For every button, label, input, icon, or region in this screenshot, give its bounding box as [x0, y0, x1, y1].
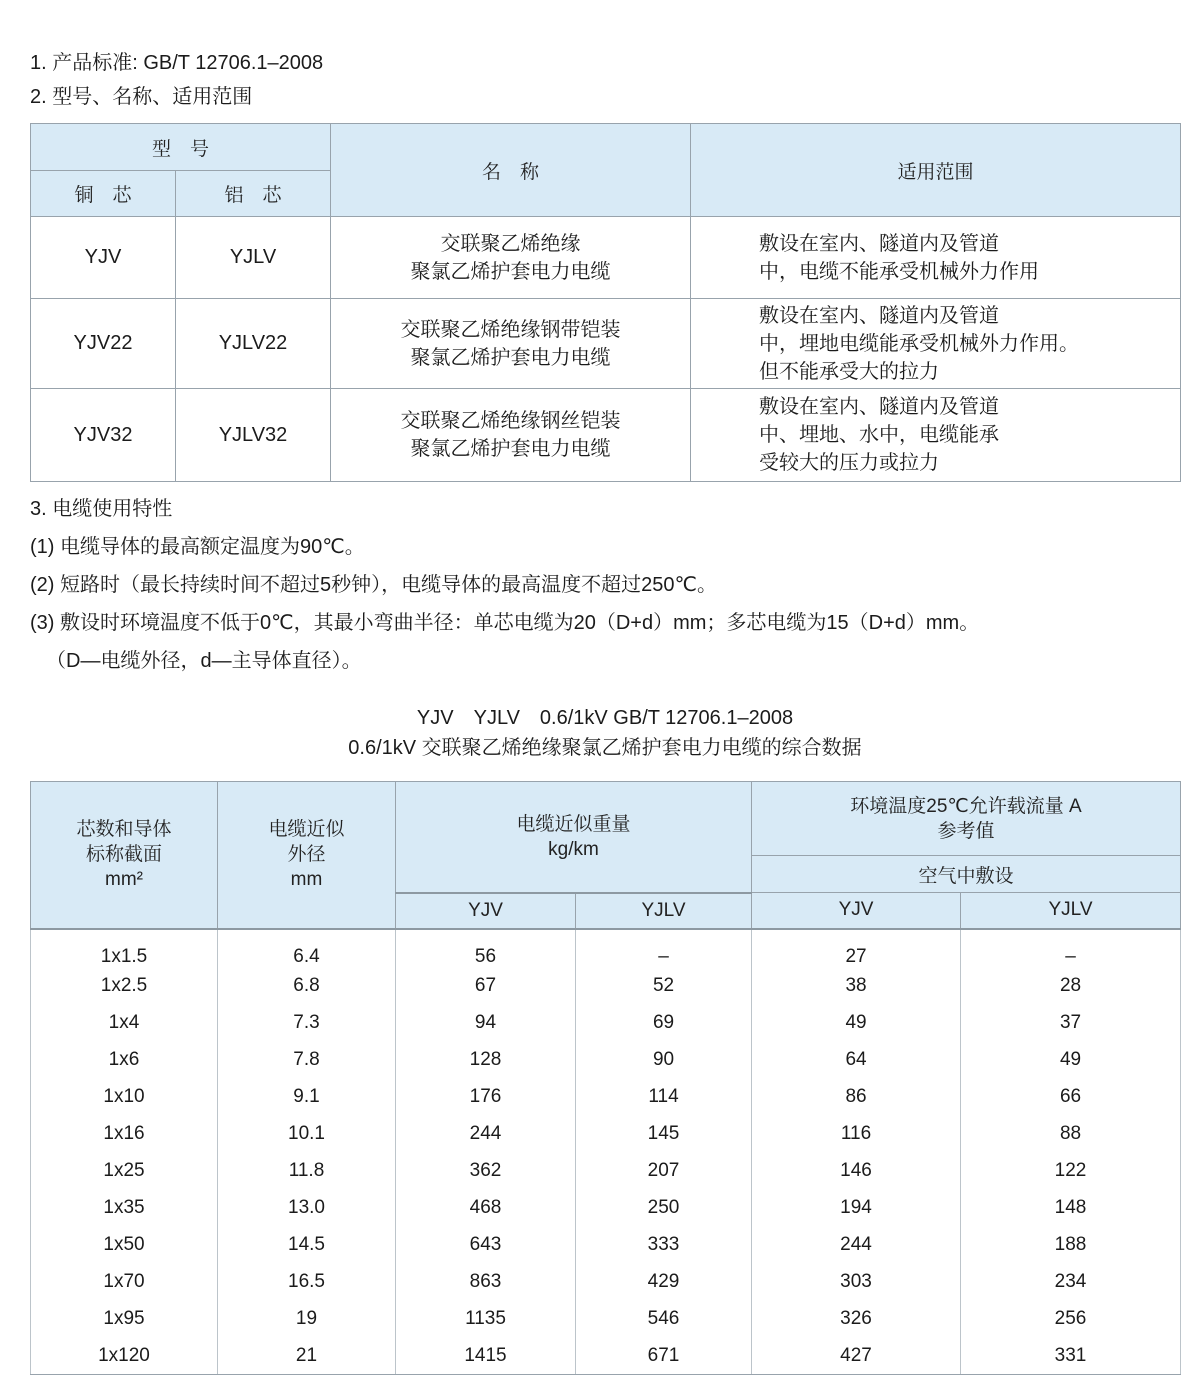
header-line: 电缆近似 [268, 819, 345, 841]
spec-cell: 1x10 [31, 1079, 218, 1116]
yjv-weight-cell: 176 [396, 1079, 576, 1116]
copper-model-cell: YJV [31, 217, 176, 299]
yjv-ampacity-cell: 244 [752, 1227, 961, 1264]
header-outer-diameter [218, 782, 396, 929]
spec-cell: 1x2.5 [31, 968, 218, 1005]
diameter-cell: 10.1 [218, 1116, 396, 1153]
yjlv-weight-cell: – [576, 929, 752, 968]
scope-line: 中、埋地、水中，电缆能承 [759, 424, 1000, 446]
scope-line: 敷设在室内、隧道内及管道 [759, 232, 1000, 255]
spec-cell: 1x50 [31, 1227, 218, 1264]
yjv-ampacity-cell: 326 [752, 1301, 961, 1338]
yjv-ampacity-cell: 146 [752, 1153, 961, 1190]
table1-header-row1 [31, 124, 1181, 171]
header-line: 芯数和导体 [76, 819, 172, 841]
scope-cell [691, 217, 1181, 299]
table1-header-model-group: 型 号 [31, 124, 331, 171]
yjv-ampacity-cell: 27 [752, 929, 961, 968]
name-line: 交联聚乙烯绝缘 [440, 232, 581, 255]
header-line: 环境温度25℃允许载流量 A [850, 795, 1082, 817]
spec-cell: 1x120 [31, 1338, 218, 1375]
header-yjv-ampacity: YJV [752, 893, 961, 929]
yjlv-weight-cell: 69 [576, 1005, 752, 1042]
yjv-ampacity-cell: 194 [752, 1190, 961, 1227]
table2-title-line1: YJV YJLV 0.6/1kV GB/T 12706.1–2008 [416, 707, 794, 729]
name-line: 聚氯乙烯护套电力电缆 [410, 438, 611, 460]
yjlv-ampacity-cell: 37 [961, 1005, 1181, 1042]
scope-line: 中，电缆不能承受机械外力作用 [759, 260, 1040, 283]
header-line: 参考值 [937, 820, 995, 842]
table2-row [31, 1190, 1181, 1227]
aluminum-model-cell: YJLV32 [176, 389, 331, 482]
diameter-cell: 7.3 [218, 1005, 396, 1042]
diameter-cell: 21 [218, 1338, 396, 1375]
section3-heading: 3. 电缆使用特性 [30, 498, 173, 520]
product-standard-line: 1. 产品标准: GB/T 12706.1–2008 [30, 52, 324, 74]
yjlv-ampacity-cell: – [961, 929, 1181, 968]
name-cell [331, 389, 691, 482]
yjv-weight-cell: 128 [396, 1042, 576, 1079]
name-cell [331, 299, 691, 389]
table1-row [31, 389, 1181, 482]
spec-cell: 1x35 [31, 1190, 218, 1227]
yjlv-ampacity-cell: 122 [961, 1153, 1181, 1190]
usage-item-2: (2) 短路时（最长持续时间不超过5秒钟），电缆导体的最高温度不超过250℃。 [30, 574, 717, 596]
header-line: mm² [105, 869, 143, 891]
diameter-cell: 9.1 [218, 1079, 396, 1116]
table2-row [31, 1116, 1181, 1153]
diameter-cell: 16.5 [218, 1264, 396, 1301]
table2-row [31, 1042, 1181, 1079]
scope-cell [691, 299, 1181, 389]
scope-line: 受较大的压力或拉力 [759, 452, 940, 474]
header-weight-group [396, 782, 752, 893]
table2-row [31, 1227, 1181, 1264]
yjlv-weight-cell: 671 [576, 1338, 752, 1375]
yjlv-ampacity-cell: 88 [961, 1116, 1181, 1153]
yjv-weight-cell: 1135 [396, 1301, 576, 1338]
name-cell [331, 217, 691, 299]
spec-cell: 1x95 [31, 1301, 218, 1338]
table1-header-copper: 铜 芯 [31, 171, 176, 217]
yjlv-weight-cell: 52 [576, 968, 752, 1005]
header-yjv-weight: YJV [396, 893, 576, 929]
spec-cell: 1x70 [31, 1264, 218, 1301]
header-line: mm [290, 869, 323, 891]
yjlv-ampacity-cell: 331 [961, 1338, 1181, 1375]
yjv-weight-cell: 1415 [396, 1338, 576, 1375]
spec-cell: 1x1.5 [31, 929, 218, 968]
yjlv-weight-cell: 429 [576, 1264, 752, 1301]
yjv-weight-cell: 362 [396, 1153, 576, 1190]
scope-line: 敷设在室内、隧道内及管道 [759, 304, 1000, 327]
aluminum-model-cell: YJLV [176, 217, 331, 299]
section2-heading: 2. 型号、名称、适用范围 [30, 86, 253, 108]
table1-header-scope: 适用范围 [691, 124, 1181, 217]
header-line: 标称截面 [85, 844, 162, 866]
intro-lines [30, 50, 1180, 110]
yjlv-ampacity-cell: 188 [961, 1227, 1181, 1264]
yjlv-weight-cell: 90 [576, 1042, 752, 1079]
table2-row [31, 1264, 1181, 1301]
yjv-ampacity-cell: 38 [752, 968, 961, 1005]
scope-line: 但不能承受大的拉力 [759, 360, 940, 383]
name-line: 交联聚乙烯绝缘钢带铠装 [400, 318, 621, 341]
diameter-cell: 7.8 [218, 1042, 396, 1079]
yjlv-weight-cell: 250 [576, 1190, 752, 1227]
name-line: 聚氯乙烯护套电力电缆 [410, 260, 611, 283]
copper-model-cell: YJV22 [31, 299, 176, 389]
yjlv-ampacity-cell: 256 [961, 1301, 1181, 1338]
usage-note: （D—电缆外径，d—主导体直径）。 [46, 650, 362, 672]
spec-cell: 1x16 [31, 1116, 218, 1153]
table2-row [31, 1079, 1181, 1116]
diameter-cell: 6.4 [218, 929, 396, 968]
diameter-cell: 11.8 [218, 1153, 396, 1190]
table2-row [31, 1005, 1181, 1042]
yjv-weight-cell: 67 [396, 968, 576, 1005]
header-ampacity-group [752, 782, 1181, 856]
diameter-cell: 13.0 [218, 1190, 396, 1227]
name-line: 交联聚乙烯绝缘钢丝铠装 [400, 410, 621, 432]
spec-cell: 1x6 [31, 1042, 218, 1079]
scope-line: 敷设在室内、隧道内及管道 [759, 396, 1000, 418]
section3 [30, 496, 1180, 675]
header-yjlv-ampacity: YJLV [961, 893, 1181, 929]
yjlv-ampacity-cell: 148 [961, 1190, 1181, 1227]
yjv-weight-cell: 643 [396, 1227, 576, 1264]
table1-row [31, 299, 1181, 389]
header-line: kg/km [548, 838, 599, 860]
header-line: 电缆近似重量 [516, 813, 631, 835]
table2-row [31, 968, 1181, 1005]
table1-header-aluminum: 铝 芯 [176, 171, 331, 217]
name-line: 聚氯乙烯护套电力电缆 [410, 346, 611, 369]
yjlv-weight-cell: 207 [576, 1153, 752, 1190]
yjv-weight-cell: 468 [396, 1190, 576, 1227]
copper-model-cell: YJV32 [31, 389, 176, 482]
diameter-cell: 14.5 [218, 1227, 396, 1264]
yjv-ampacity-cell: 49 [752, 1005, 961, 1042]
spec-cell: 1x25 [31, 1153, 218, 1190]
yjv-ampacity-cell: 86 [752, 1079, 961, 1116]
header-cores-section [31, 782, 218, 929]
usage-item-3: (3) 敷设时环境温度不低于0℃，其最小弯曲半径：单芯电缆为20（D+d）mm；多芯电缆为15（D+d）mm。 [30, 612, 980, 634]
yjlv-weight-cell: 145 [576, 1116, 752, 1153]
usage-item-1: (1) 电缆导体的最高额定温度为90℃。 [30, 536, 365, 558]
header-laid-in-air: 空气中敷设 [752, 856, 1181, 893]
table2-row [31, 1338, 1181, 1375]
diameter-cell: 6.8 [218, 968, 396, 1005]
scope-cell [691, 389, 1181, 482]
comprehensive-data-table [30, 781, 1181, 1375]
yjlv-weight-cell: 333 [576, 1227, 752, 1264]
header-line: 外径 [287, 844, 326, 866]
yjv-weight-cell: 244 [396, 1116, 576, 1153]
table2-row [31, 1153, 1181, 1190]
yjv-weight-cell: 863 [396, 1264, 576, 1301]
table2-row [31, 929, 1181, 968]
yjv-ampacity-cell: 116 [752, 1116, 961, 1153]
table1-row [31, 217, 1181, 299]
yjlv-ampacity-cell: 28 [961, 968, 1181, 1005]
yjv-ampacity-cell: 427 [752, 1338, 961, 1375]
model-name-scope-table [30, 123, 1181, 482]
yjlv-weight-cell: 546 [576, 1301, 752, 1338]
table2-title-line2: 0.6/1kV 交联聚乙烯绝缘聚氯乙烯护套电力电缆的综合数据 [348, 737, 862, 759]
spec-cell: 1x4 [31, 1005, 218, 1042]
yjv-ampacity-cell: 64 [752, 1042, 961, 1079]
table1-header-name: 名 称 [331, 124, 691, 217]
yjv-weight-cell: 56 [396, 929, 576, 968]
table2-header-row1 [31, 782, 1181, 856]
yjlv-ampacity-cell: 66 [961, 1079, 1181, 1116]
yjlv-weight-cell: 114 [576, 1079, 752, 1116]
aluminum-model-cell: YJLV22 [176, 299, 331, 389]
table2-row [31, 1301, 1181, 1338]
yjv-ampacity-cell: 303 [752, 1264, 961, 1301]
diameter-cell: 19 [218, 1301, 396, 1338]
header-yjlv-weight: YJLV [576, 893, 752, 929]
scope-line: 中，埋地电缆能承受机械外力作用。 [759, 332, 1080, 355]
yjv-weight-cell: 94 [396, 1005, 576, 1042]
yjlv-ampacity-cell: 234 [961, 1264, 1181, 1301]
yjlv-ampacity-cell: 49 [961, 1042, 1181, 1079]
